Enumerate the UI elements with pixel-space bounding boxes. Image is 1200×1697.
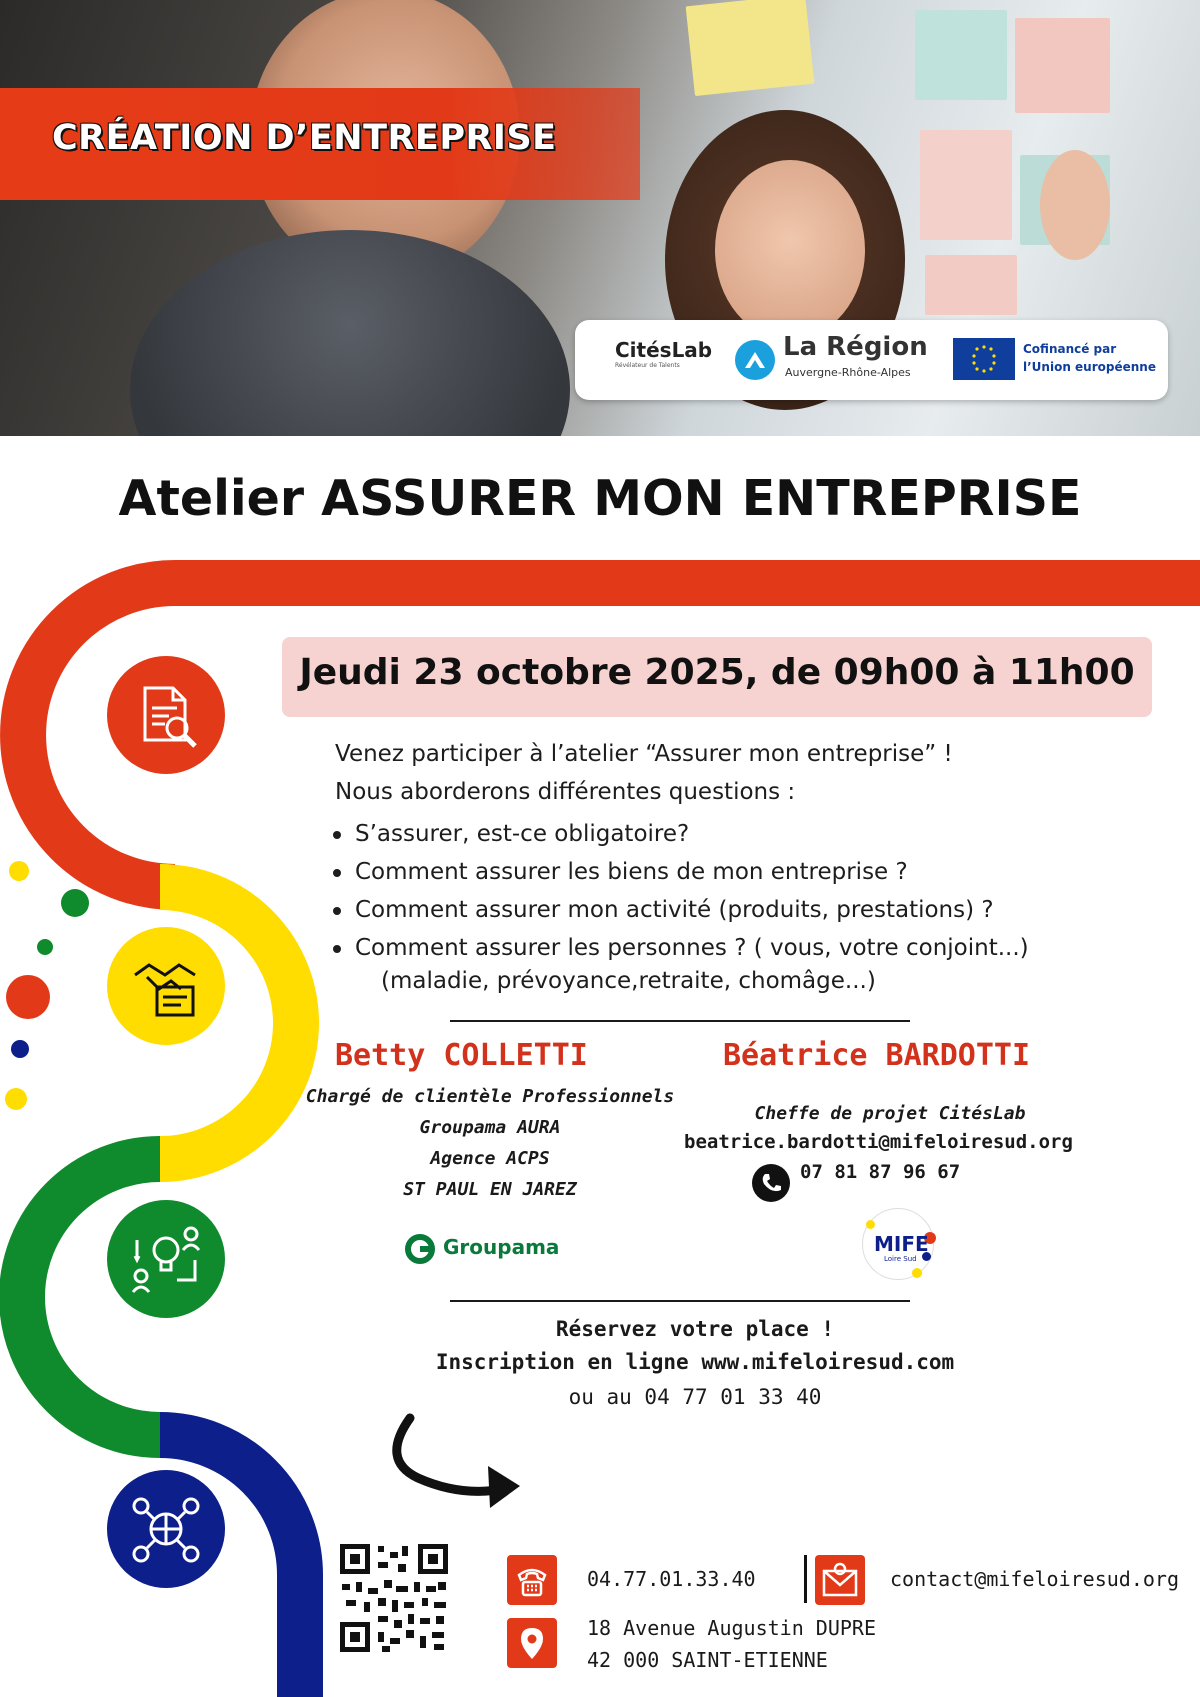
contact-name: Béatrice BARDOTTI — [723, 1038, 1031, 1073]
contact-line: ST PAUL EN JAREZ — [403, 1179, 577, 1200]
contact-line: Chargé de clientèle Professionnels — [305, 1086, 675, 1107]
topics-list-continuation: (maladie, prévoyance,retraite, chomâge...) — [381, 968, 876, 994]
mife-logo-text: MIFE — [874, 1232, 929, 1256]
decor-dot — [912, 1268, 922, 1278]
decor-dot — [61, 889, 89, 917]
footer-address-line2: 42 000 SAINT-ETIENNE — [587, 1648, 828, 1672]
mife-logo-sub: Loire Sud — [884, 1255, 917, 1263]
eu-flag-icon — [953, 338, 1015, 380]
man-body — [130, 230, 570, 436]
arrow-icon — [388, 1410, 538, 1520]
divider — [450, 1300, 910, 1302]
decor-dot — [11, 1040, 29, 1058]
woman-hand — [1040, 150, 1110, 260]
topics-list — [355, 815, 1029, 967]
mife-logo — [858, 1208, 948, 1280]
eu-logo-line1: Cofinancé par — [1023, 342, 1117, 356]
citeslab-logo-name: CitésLab — [615, 338, 713, 362]
contact-name: Betty COLLETTI — [335, 1038, 588, 1073]
phone-icon — [507, 1555, 557, 1605]
decor-dot — [6, 975, 50, 1019]
sticky-note — [915, 10, 1007, 100]
region-icon — [735, 340, 775, 380]
network-people-icon — [107, 1470, 225, 1588]
decor-dot — [37, 939, 53, 955]
region-logo-sub: Auvergne-Rhône-Alpes — [785, 366, 911, 379]
handshake-contract-icon — [107, 927, 225, 1045]
sticky-note — [1015, 18, 1110, 113]
contact-email: beatrice.bardotti@mifeloiresud.org — [684, 1131, 1073, 1153]
description-lead: Nous aborderons différentes questions : — [335, 779, 796, 805]
footer-address-line1: 18 Avenue Augustin DUPRE — [587, 1616, 876, 1640]
list-item: Comment assurer mon activité (produits, prestations) ? — [355, 891, 1029, 929]
divider — [450, 1020, 910, 1022]
sticky-note — [925, 255, 1017, 315]
document-search-icon — [107, 656, 225, 774]
contact-phone: 07 81 87 96 67 — [800, 1161, 961, 1183]
list-item: Comment assurer les personnes ? ( vous, votre conjoint...) — [355, 929, 1029, 967]
groupama-logo-text: Groupama — [443, 1235, 560, 1259]
decor-dot — [5, 1088, 27, 1110]
contact-line: Groupama AURA — [419, 1117, 561, 1138]
footer-phone: 04.77.01.33.40 — [587, 1567, 756, 1591]
registration-phone: ou au 04 77 01 33 40 — [568, 1385, 822, 1409]
list-item: S’assurer, est-ce obligatoire? — [355, 815, 1029, 853]
footer-email: contact@mifeloiresud.org — [890, 1567, 1179, 1591]
contact-role: Cheffe de projet CitésLab — [754, 1103, 1026, 1124]
registration-online: Inscription en ligne www.mifeloiresud.com — [435, 1350, 955, 1374]
groupama-logo — [405, 1232, 575, 1266]
qr-code-icon — [338, 1542, 450, 1654]
registration-call: Réservez votre place ! — [555, 1317, 835, 1341]
list-item: Comment assurer les biens de mon entreprise ? — [355, 853, 1029, 891]
category-banner-label: CRÉATION D’ENTREPRISE — [52, 118, 557, 158]
groupama-g-icon — [405, 1234, 435, 1264]
event-date: Jeudi 23 octobre 2025, de 09h00 à 11h00 — [299, 652, 1135, 693]
mail-icon — [815, 1555, 865, 1605]
partner-logos — [575, 320, 1168, 400]
phone-icon — [752, 1164, 790, 1202]
eu-logo-line2: l’Union européenne — [1023, 360, 1156, 374]
description-intro: Venez participer à l’atelier “Assurer mon entreprise” ! — [335, 741, 953, 767]
page-title: Atelier ASSURER MON ENTREPRISE — [118, 470, 1082, 527]
region-logo-name: La Région — [783, 332, 928, 362]
location-pin-icon — [507, 1618, 557, 1668]
sticky-note — [686, 0, 815, 96]
sticky-note — [920, 130, 1012, 240]
decor-dot — [9, 861, 29, 881]
contact-line: Agence ACPS — [430, 1148, 550, 1169]
contact-details — [300, 1081, 680, 1205]
citeslab-logo-tagline: Révélateur de Talents — [615, 362, 680, 369]
citeslab-logo — [615, 338, 712, 369]
footer-separator — [804, 1555, 807, 1603]
decor-dot — [866, 1220, 875, 1229]
idea-exchange-icon — [107, 1200, 225, 1318]
woman-face — [715, 160, 865, 340]
